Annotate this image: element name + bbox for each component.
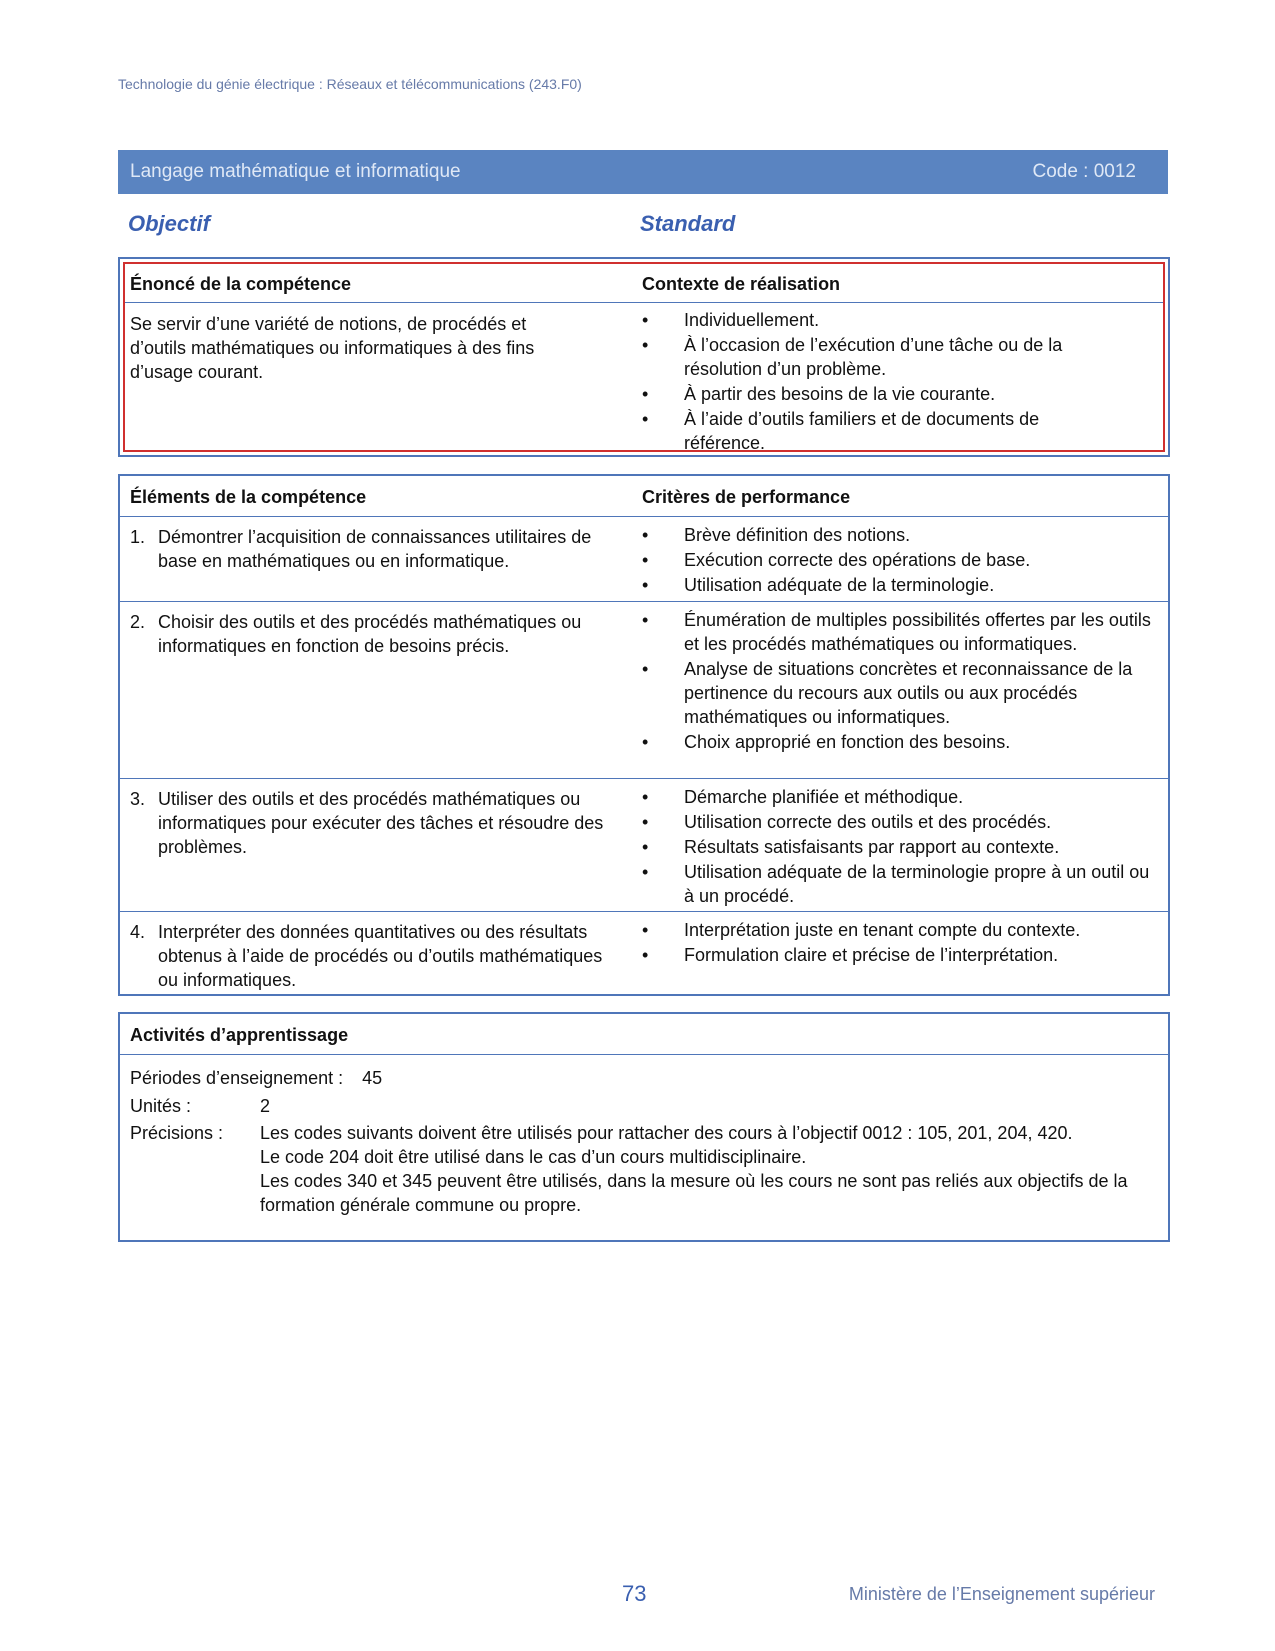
list-item: • À l’aide d’outils familiers et de documents de référence. [640,407,1110,455]
criterion: • Résultats satisfaisants par rapport au contexte. [640,835,1160,859]
criterion: • Interprétation juste en tenant compte du contexte. [640,918,1160,942]
element-text: Interpréter des données quantitatives ou des résultats obtenus à l’aide de procédés ou d’outils mathématiques ou informatiques. [158,922,603,990]
program-header: Technologie du génie électrique : Réseaux et télécommunications (243.F0) [118,76,582,92]
criterion: • Choix approprié en fonction des besoins. [640,730,1160,754]
course-title: Langage mathématique et informatique [130,161,461,182]
criterion: • Démarche planifiée et méthodique. [640,785,1160,809]
unites-value: 2 [260,1096,271,1116]
activites-label: Activités d’apprentissage [130,1025,349,1045]
criterion: • Utilisation adéquate de la terminologie. [640,573,1160,597]
periodes-row [130,1066,382,1090]
activites-header [120,1014,1168,1055]
table-row [120,779,1168,912]
criterion: • Brève définition des notions. [640,523,1160,547]
precisions-list [260,1121,1160,1217]
element-text: Utiliser des outils et des procédés mathématiques ou informatiques pour exécuter des tâches et résoudre des problèmes. [158,789,604,857]
element-number: 4. [130,922,146,942]
periodes-label: Périodes d’enseignement : [130,1068,344,1088]
list-item: • Individuellement. [640,308,1110,332]
list-item: • À partir des besoins de la vie courante. [640,382,1110,406]
standard-heading: Standard [640,211,736,236]
course-title-bar [118,150,1168,194]
periodes-value: 45 [362,1068,383,1088]
element-number: 3. [130,789,146,809]
table-row [120,602,1168,779]
list-item: Le code 204 doit être utilisé dans le cas d’un cours multidisciplinaire. [260,1147,807,1167]
criterion: • Exécution correcte des opérations de base. [640,548,1160,572]
criterion: • Analyse de situations concrètes et reconnaissance de la pertinence du recours aux outils ou aux procédés mathématiques ou informatiques. [640,657,1160,729]
criteres-label: Critères de performance [642,487,851,507]
element-text: Choisir des outils et des procédés mathématiques ou informatiques en fonction de besoins précis. [158,612,582,656]
objectif-heading: Objectif [128,211,210,236]
enonce-label: Énoncé de la compétence [130,274,352,294]
elements-box [118,474,1170,996]
contexte-list [640,308,1110,456]
element-text: Démontrer l’acquisition de connaissances utilitaires de base en mathématiques ou en informatique. [158,527,592,571]
criterion: • Formulation claire et précise de l’interprétation. [640,943,1160,967]
list-item: • À l’occasion de l’exécution d’une tâche ou de la résolution d’un problème. [640,333,1110,381]
table-row [120,517,1168,602]
criterion: • Énumération de multiples possibilités offertes par les outils et les procédés mathématiques ou informatiques. [640,608,1160,656]
table-row [120,912,1168,994]
unites-row [130,1094,191,1118]
list-item: Les codes suivants doivent être utilisés pour rattacher des cours à l’objectif 0012 : 105, 201, 204, 420. [260,1123,1073,1143]
elements-header [120,476,1168,517]
enonce-text: Se servir d’une variété de notions, de procédés et d’outils mathématiques ou informatiques à des fins d’usage courant. [130,314,535,382]
list-item: Les codes 340 et 345 peuvent être utilisés, dans la mesure où les cours ne sont pas reliés aux objectifs de la formation générale commune ou propre. [260,1171,1128,1215]
course-code: Code : 0012 [1032,161,1136,182]
ministere-footer: Ministère de l’Enseignement supérieur [848,1584,1155,1604]
criterion: • Utilisation correcte des outils et des procédés. [640,810,1160,834]
precisions-label: Précisions : [130,1123,224,1143]
elements-label: Éléments de la compétence [130,487,367,507]
element-number: 1. [130,527,146,547]
unites-label: Unités : [130,1096,192,1116]
page-number: 73 [622,1581,647,1606]
contexte-label: Contexte de réalisation [642,274,841,294]
activites-box [118,1012,1170,1242]
competence-box [118,257,1170,457]
criterion: • Utilisation adéquate de la terminologie propre à un outil ou à un procédé. [640,860,1160,908]
element-number: 2. [130,612,146,632]
